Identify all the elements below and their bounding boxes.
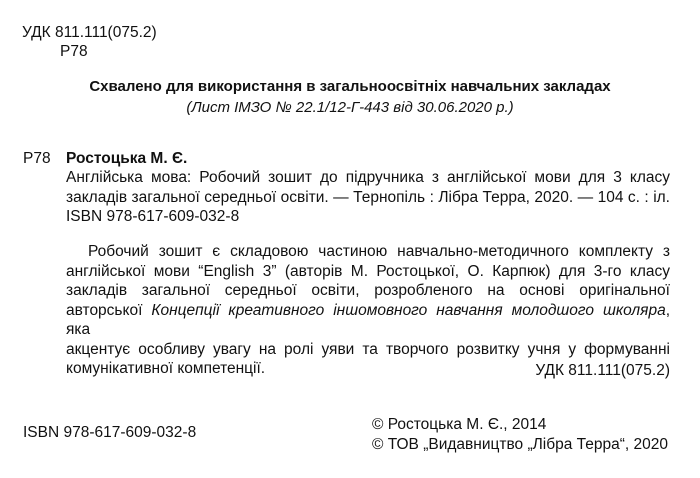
abstract-line: англійської мови “English 3” (авторів М. Ростоцької, О. Карпюк) для 3-го класу [66, 262, 670, 280]
abstract-paragraph [66, 242, 670, 379]
abstract-line4-prefix: авторської [66, 301, 152, 319]
abstract-line: Робочий зошит є складовою частиною навчально-методичного комплекту з [88, 243, 670, 260]
approval-title: Схвалено для використання в загальноосвітніх навчальних закладах [89, 78, 611, 95]
biblio-line: закладів загальної середньої освіти. — Тернопіль : Лібра Терра, 2020. — 104 с. : іл. [66, 188, 670, 206]
abstract-line: комунікативної компетенції. [66, 360, 266, 377]
bibliographic-description [66, 168, 670, 227]
udk-code-top: УДК 811.111(075.2) [22, 24, 157, 41]
isbn-footer: ISBN 978-617-609-032-8 [23, 424, 197, 441]
biblio-line: Англійська мова: Робочий зошит до підручника з англійської мови для 3 класу [66, 169, 670, 186]
approval-letter: (Лист ІМЗО № 22.1/12-Г-443 від 30.06.2020 р.) [186, 99, 514, 116]
biblio-isbn: ISBN 978-617-609-032-8 [66, 208, 240, 225]
abstract-line4-suffix: , яка [66, 301, 670, 338]
copyright-author: © Ростоцька М. Є., 2014 [372, 416, 547, 433]
udk-code-bottom: УДК 811.111(075.2) [535, 362, 670, 379]
abstract-line: закладів загальної середньої освіти, розробленого на основі оригінальної [66, 282, 670, 299]
bibliographic-mark: Р78 [23, 150, 51, 167]
abstract-line [66, 301, 670, 340]
copyright-publisher: © ТОВ „Видавництво „Лібра Терра“, 2020 [372, 436, 668, 453]
abstract-line: акцентує особливу увагу на ролі уяви та творчого розвитку учня у формуванні [66, 340, 670, 358]
concept-title: Концепції креативного іншомовного навчання молодшого школяра [151, 301, 666, 319]
author-name: Ростоцька М. Є. [66, 150, 188, 167]
author-mark-top: Р78 [60, 43, 88, 60]
